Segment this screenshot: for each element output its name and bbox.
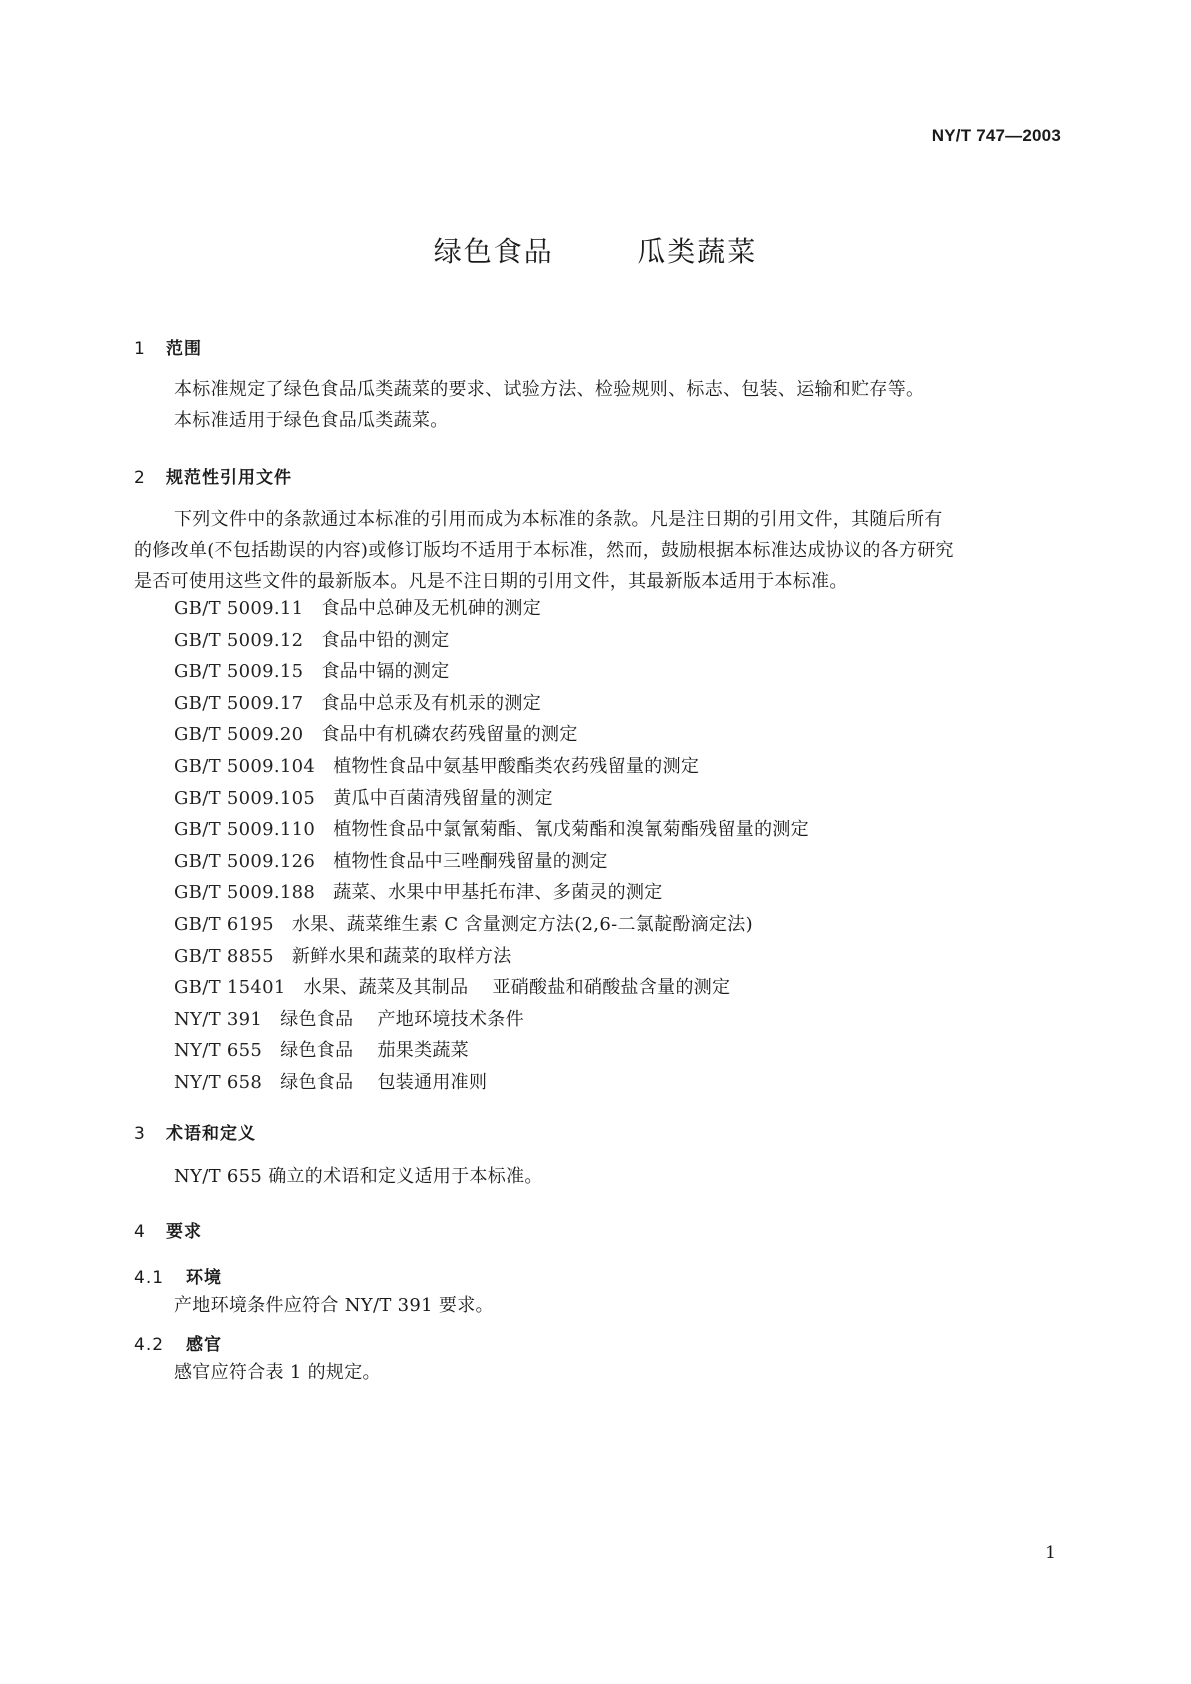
reference-item [174, 846, 809, 878]
references-intro-line-1: 下列文件中的条款通过本标准的引用而成为本标准的条款。凡是注日期的引用文件，其随后所有 [174, 509, 943, 530]
reference-item [174, 877, 809, 909]
section-heading-scope [134, 334, 202, 359]
reference-title: 黄瓜中百菌清残留量的测定 [333, 787, 553, 809]
reference-item [174, 593, 809, 625]
subsection-title: 环境 [186, 1268, 222, 1288]
reference-code: GB/T 5009.105 [174, 787, 316, 809]
reference-title: 新鲜水果和蔬菜的取样方法 [291, 945, 512, 967]
section-title: 要求 [166, 1222, 202, 1242]
section-number: 2 [134, 468, 146, 488]
reference-title: 食品中镉的测定 [321, 661, 450, 683]
reference-item [174, 719, 809, 751]
reference-item [174, 688, 809, 720]
section-heading-terms [134, 1119, 256, 1144]
reference-item [174, 751, 809, 783]
subsection-heading-environment [134, 1263, 222, 1288]
section-number: 1 [134, 339, 146, 359]
reference-item [174, 1035, 809, 1067]
reference-code: GB/T 5009.104 [174, 755, 316, 777]
section-heading-requirements [134, 1217, 202, 1242]
subsection-number: 4.1 [134, 1268, 165, 1288]
reference-list [174, 593, 809, 1099]
reference-code: NY/T 655 [174, 1040, 263, 1062]
reference-title: 植物性食品中三唑酮残留量的测定 [333, 850, 608, 872]
sensory-paragraph: 感官应符合表 1 的规定。 [174, 1362, 381, 1383]
references-intro-line-2: 的修改单(不包括勘误的内容)或修订版均不适用于本标准，然而，鼓励根据本标准达成协议的各方研究 [134, 540, 954, 561]
reference-title: 食品中铅的测定 [321, 629, 450, 651]
document-title: 绿色食品 瓜类蔬菜 [433, 235, 758, 268]
references-intro-line-3: 是否可使用这些文件的最新版本。凡是不注日期的引用文件，其最新版本适用于本标准。 [134, 571, 848, 592]
reference-code: GB/T 5009.12 [174, 629, 304, 651]
terms-paragraph: NY/T 655 确立的术语和定义适用于本标准。 [174, 1166, 543, 1187]
scope-paragraph-2: 本标准适用于绿色食品瓜类蔬菜。 [174, 410, 449, 431]
reference-title: 水果、蔬菜维生素 C 含量测定方法(2,6-二氯靛酚滴定法) [291, 913, 753, 935]
subsection-number: 4.2 [134, 1335, 165, 1355]
section-number: 4 [134, 1222, 146, 1242]
reference-item [174, 909, 809, 941]
reference-title: 绿色食品 产地环境技术条件 [280, 1008, 524, 1030]
reference-code: GB/T 5009.110 [174, 819, 316, 841]
reference-item [174, 814, 809, 846]
reference-title: 绿色食品 包装通用准则 [280, 1071, 488, 1093]
reference-code: GB/T 15401 [174, 977, 286, 999]
subsection-title: 感官 [186, 1335, 222, 1355]
reference-title: 水果、蔬菜及其制品 亚硝酸盐和硝酸盐含量的测定 [303, 977, 731, 999]
subsection-heading-sensory [134, 1330, 222, 1355]
reference-title: 蔬菜、水果中甲基托布津、多菌灵的测定 [333, 882, 663, 904]
reference-code: GB/T 8855 [174, 945, 274, 967]
reference-code: GB/T 6195 [174, 913, 274, 935]
reference-title: 食品中有机磷农药残留量的测定 [321, 724, 578, 746]
reference-item [174, 1067, 809, 1099]
reference-title: 植物性食品中氯氰菊酯、氰戊菊酯和溴氰菊酯残留量的测定 [333, 819, 809, 841]
scope-paragraph-1: 本标准规定了绿色食品瓜类蔬菜的要求、试验方法、检验规则、标志、包装、运输和贮存等。 [174, 379, 925, 400]
section-title: 术语和定义 [166, 1124, 256, 1144]
environment-paragraph: 产地环境条件应符合 NY/T 391 要求。 [174, 1295, 494, 1316]
reference-code: GB/T 5009.15 [174, 661, 304, 683]
section-title: 规范性引用文件 [166, 468, 292, 488]
reference-code: GB/T 5009.188 [174, 882, 316, 904]
reference-code: GB/T 5009.11 [174, 598, 304, 619]
section-title: 范围 [166, 339, 202, 359]
reference-title: 食品中总砷及无机砷的测定 [321, 598, 542, 619]
reference-code: GB/T 5009.20 [174, 724, 304, 746]
reference-item [174, 972, 809, 1004]
section-heading-normative-references [134, 463, 292, 488]
reference-item [174, 656, 809, 688]
reference-title: 绿色食品 茄果类蔬菜 [280, 1040, 469, 1062]
standard-number: NY/T 747—2003 [931, 126, 1061, 145]
reference-code: NY/T 391 [174, 1008, 263, 1030]
reference-title: 植物性食品中氨基甲酸酯类农药残留量的测定 [333, 755, 700, 777]
reference-code: NY/T 658 [174, 1071, 263, 1093]
page-number: 1 [1045, 1543, 1056, 1563]
reference-code: GB/T 5009.126 [174, 850, 316, 872]
reference-item [174, 783, 809, 815]
reference-code: GB/T 5009.17 [174, 692, 304, 714]
reference-item [174, 941, 809, 973]
reference-title: 食品中总汞及有机汞的测定 [321, 692, 542, 714]
reference-item [174, 625, 809, 657]
section-number: 3 [134, 1124, 146, 1144]
reference-item [174, 1004, 809, 1036]
